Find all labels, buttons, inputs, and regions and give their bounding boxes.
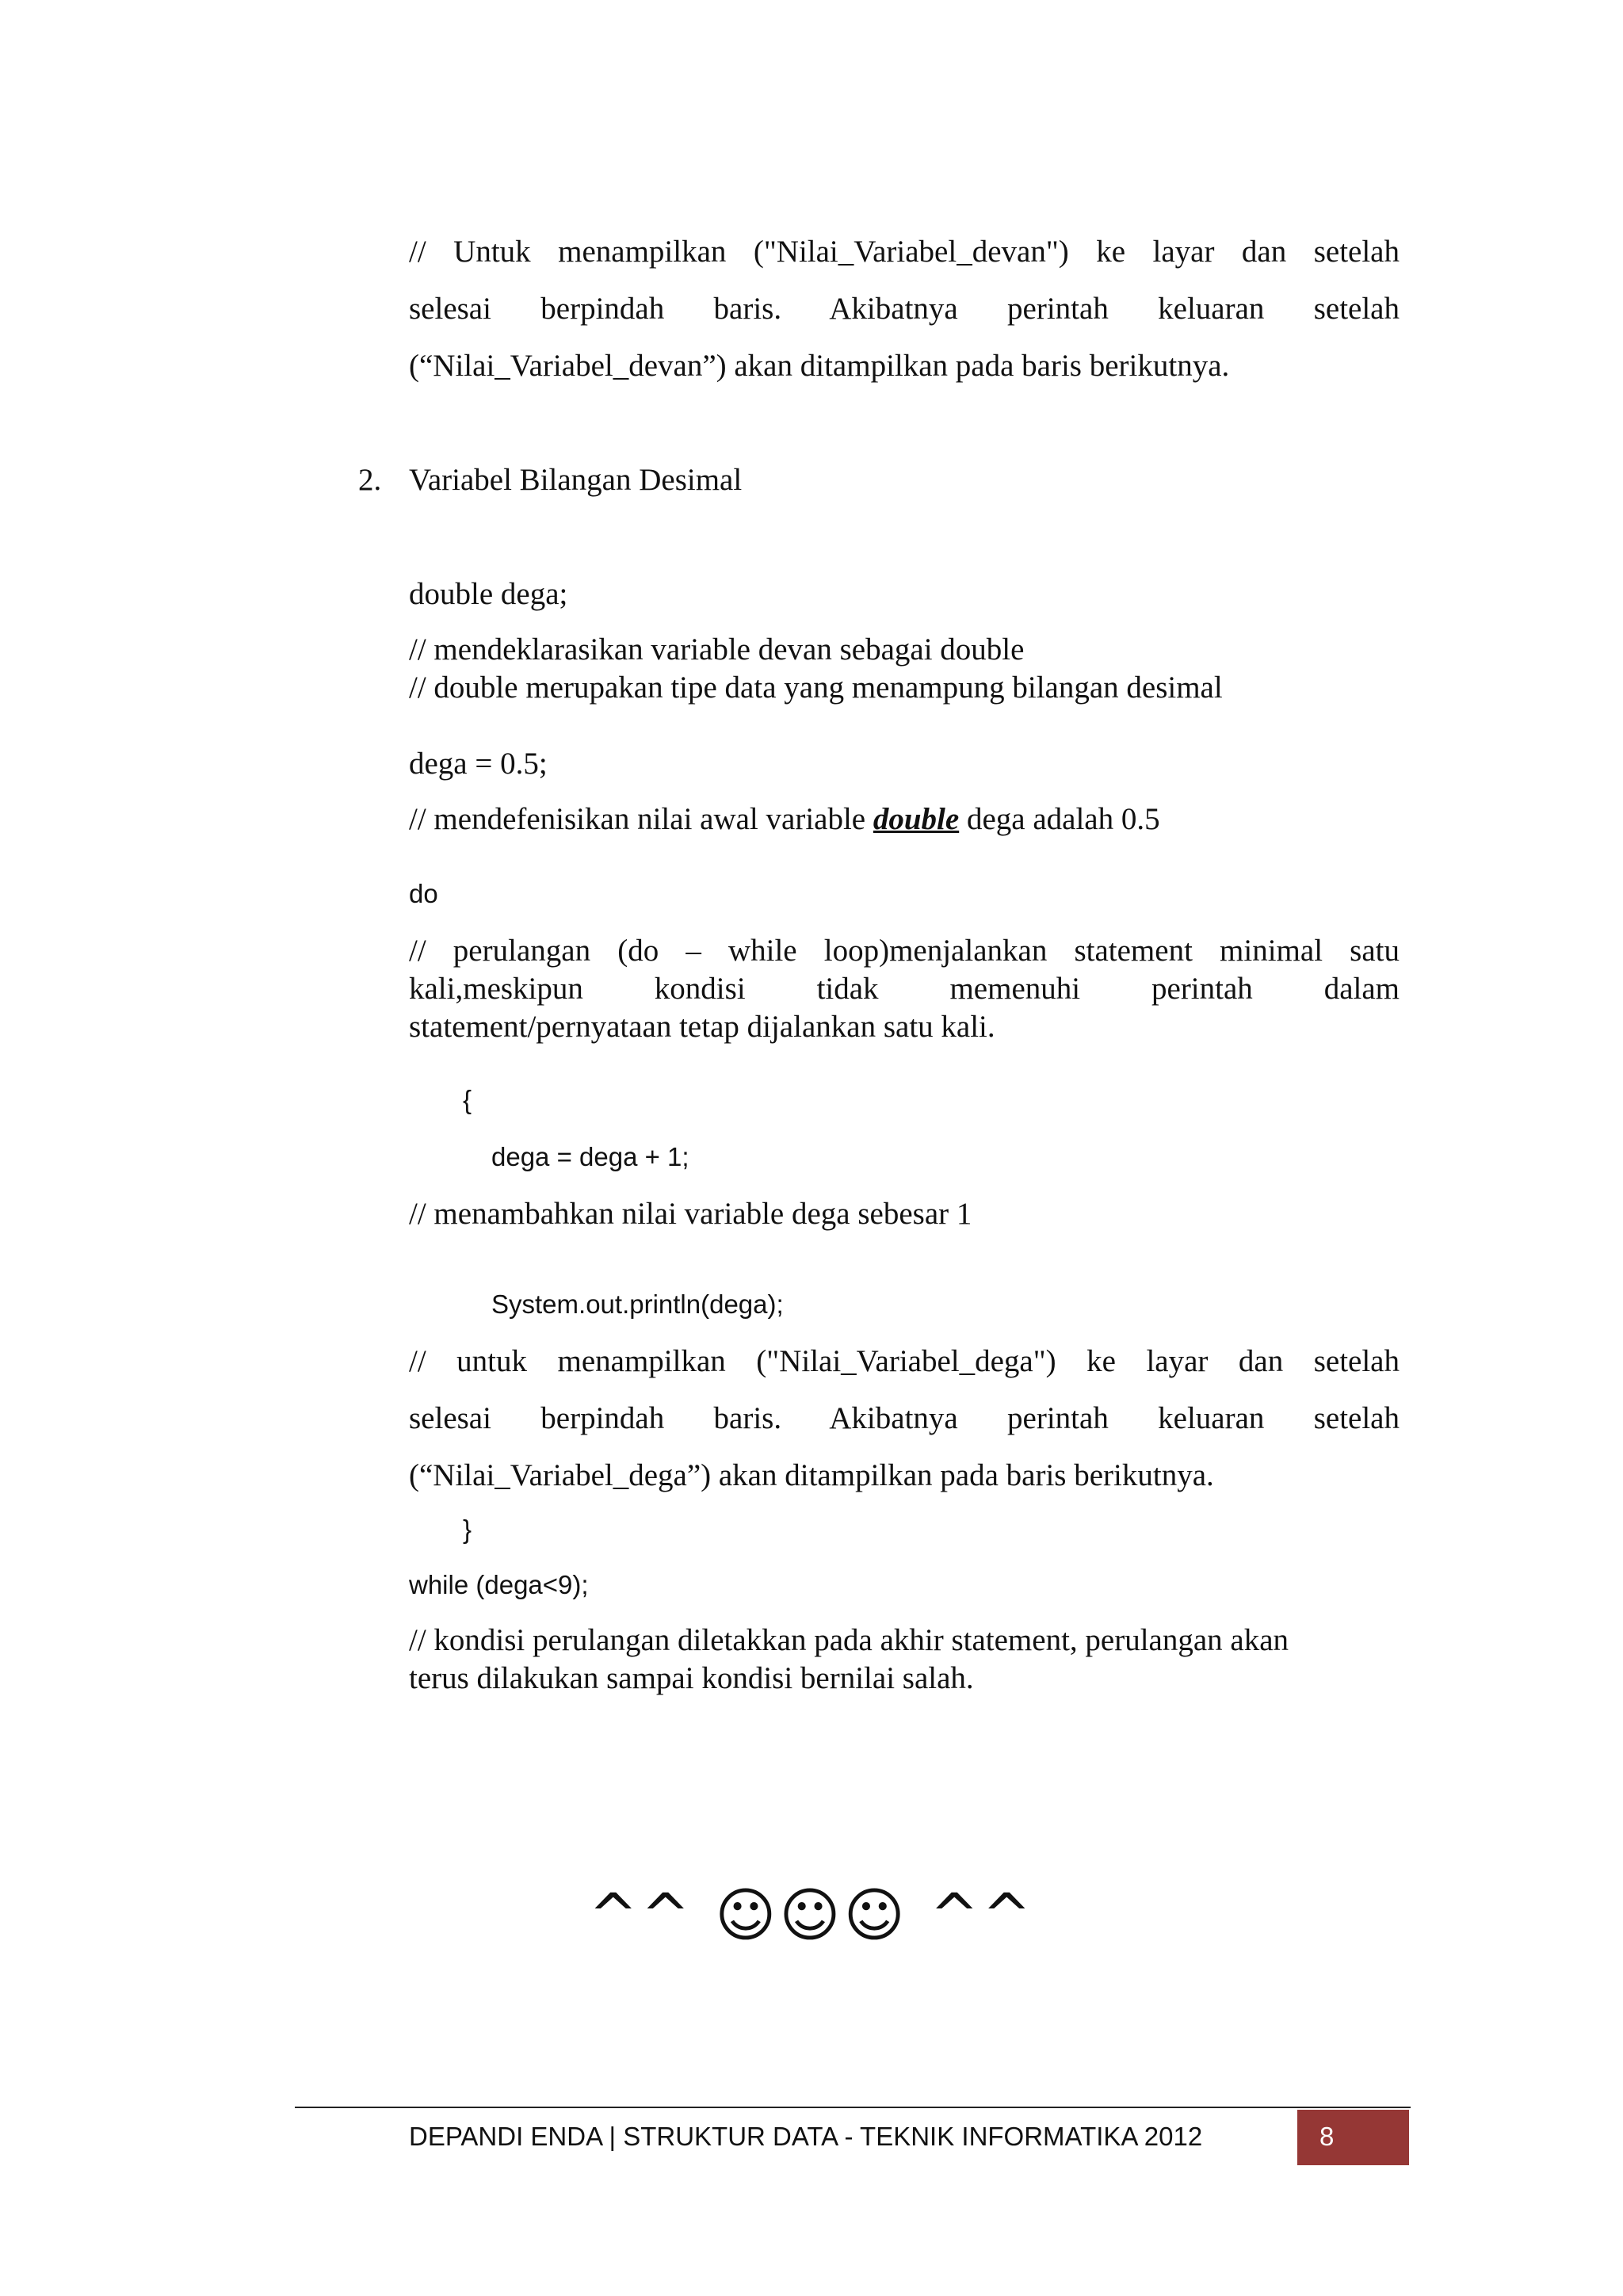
comment-assignment-pre: // mendefenisikan nilai awal variable <box>409 802 873 836</box>
page-number-box <box>1297 2110 1409 2165</box>
para-line-3: (“Nilai_Variabel_devan”) akan ditampilkan pada baris berikutnya. <box>409 349 1230 383</box>
code-increment: dega = dega + 1; <box>491 1142 689 1171</box>
comment-assignment-emphasis: double <box>873 802 960 836</box>
footer-text: DEPANDI ENDA | STRUKTUR DATA - TEKNIK INFORMATIKA 2012 <box>409 2122 1203 2151</box>
page-number: 8 <box>1319 2122 1335 2151</box>
comment-declaration-2: // double merupakan tipe data yang menampung bilangan desimal <box>409 670 1223 705</box>
comment-assignment-post: dega adalah 0.5 <box>959 802 1160 836</box>
comment-assignment <box>409 800 1160 839</box>
comment-println-3: (“Nilai_Variabel_dega”) akan ditampilkan pada baris berikutnya. <box>409 1458 1214 1492</box>
code-close-brace: } <box>463 1515 472 1544</box>
code-while: while (dega<9); <box>409 1570 589 1599</box>
code-declaration: double dega; <box>409 577 568 611</box>
code-open-brace: { <box>463 1085 472 1114</box>
comment-while-1: // kondisi perulangan diletakkan pada akhir statement, perulangan akan <box>409 1623 1289 1657</box>
code-do: do <box>409 879 438 908</box>
comment-increment: // menambahkan nilai variable dega sebesar 1 <box>409 1197 972 1231</box>
smiley-decoration: ^^ ☺☺☺ ^^ <box>588 1881 1035 1950</box>
comment-do-3: statement/pernyataan tetap dijalankan satu kali. <box>409 1010 995 1044</box>
para-line-2: selesai berpindah baris. Akibatnya perintah keluaran setelah <box>409 292 1400 326</box>
comment-println-1: // untuk menampilkan ("Nilai_Variabel_dega") ke layar dan setelah <box>409 1344 1400 1378</box>
comment-declaration-1: // mendeklarasikan variable devan sebagai double <box>409 632 1025 667</box>
comment-do-2: kali,meskipun kondisi tidak memenuhi perintah dalam <box>409 972 1400 1006</box>
para-line-1: // Untuk menampilkan ("Nilai_Variabel_devan") ke layar dan setelah <box>409 235 1400 269</box>
comment-println-2: selesai berpindah baris. Akibatnya perintah keluaran setelah <box>409 1401 1400 1435</box>
comment-while-2: terus dilakukan sampai kondisi bernilai salah. <box>409 1661 974 1695</box>
code-assignment: dega = 0.5; <box>409 747 548 781</box>
footer-divider <box>295 2107 1411 2108</box>
code-println: System.out.println(dega); <box>491 1289 784 1319</box>
section-number: 2. <box>358 463 382 497</box>
comment-do-1: // perulangan (do – while loop)menjalankan statement minimal satu <box>409 934 1400 968</box>
section-title: Variabel Bilangan Desimal <box>409 463 743 497</box>
